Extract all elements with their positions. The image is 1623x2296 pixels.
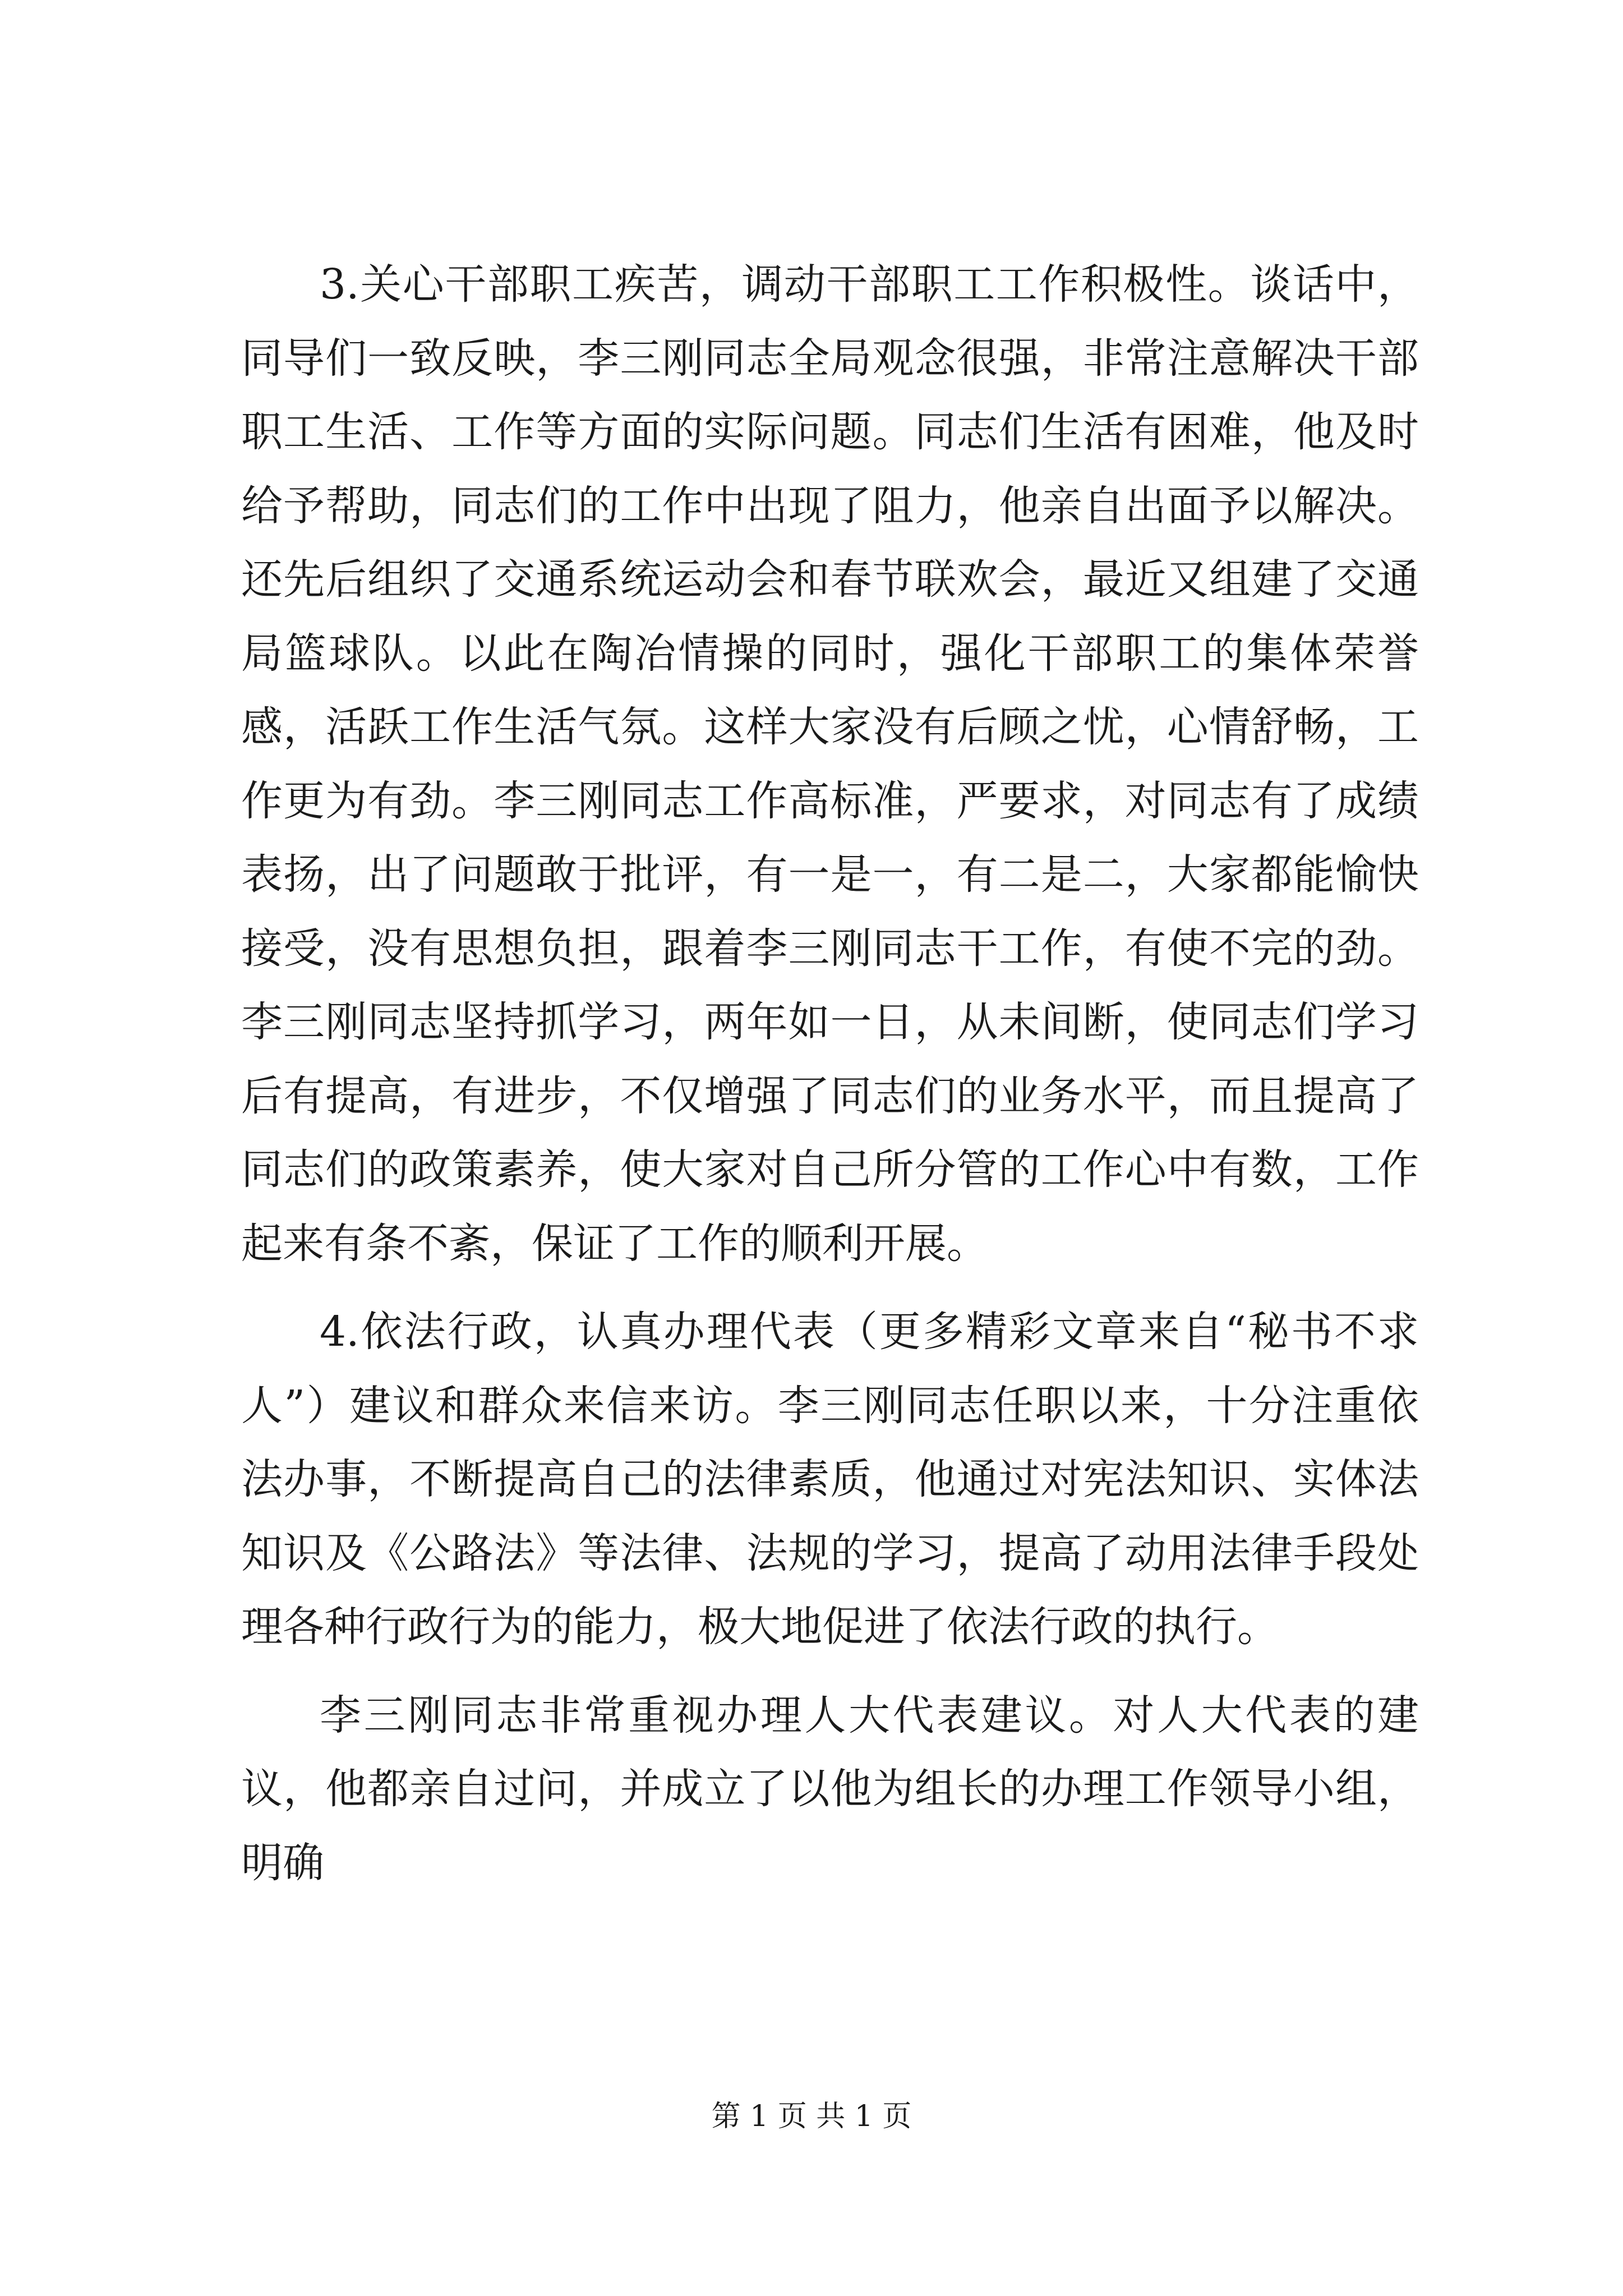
document-body — [241, 248, 1419, 1900]
paragraph-item-3: 3.关心干部职工疾苦，调动干部职工工作积极性。谈话中，同导们一致反映，李三刚同志全局观念很强，非常注意解决干部职工生活、工作等方面的实际问题。同志们生活有困难，他及时给予帮助，同志们的工作中出现了阻力，他亲自出面予以解决。还先后组织了交通系统运动会和春节联欢会，最近又组建了交通局篮球队。以此在陶冶情操的同时，强化干部职工的集体荣誉感，活跃工作生活气氛。这样大家没有后顾之忧，心情舒畅，工作更为有劲。李三刚同志工作高标准，严要求，对同志有了成绩表扬，出了问题敢于批评，有一是一，有二是二，大家都能愉快接受，没有思想负担，跟着李三刚同志干工作，有使不完的劲。李三刚同志坚持抓学习，两年如一日，从未间断，使同志们学习后有提高，有进步，不仅增强了同志们的业务水平，而且提高了同志们的政策素养，使大家对自己所分管的工作心中有数，工作起来有条不紊，保证了工作的顺利开展。 — [241, 260, 1419, 1268]
page-number-label: 第 1 页 共 1 页 — [711, 2100, 912, 2133]
paragraph-npc-suggestions: 李三刚同志非常重视办理人大代表建议。对人大代表的建议，他都亲自过问，并成立了以他为组长的办理工作领导小组，明确 — [241, 1691, 1419, 1887]
page-footer — [0, 2097, 1623, 2136]
paragraph-item-4: 4.依法行政，认真办理代表（更多精彩文章来自“秘书不求人”）建议和群众来信来访。李三刚同志任职以来，十分注重依法办事，不断提高自己的法律素质，他通过对宪法知识、实体法知识及《公路法》等法律、法规的学习，提高了动用法律手段处理各种行政行为的能力，极大地促进了依法行政的执行。 — [241, 1308, 1419, 1651]
